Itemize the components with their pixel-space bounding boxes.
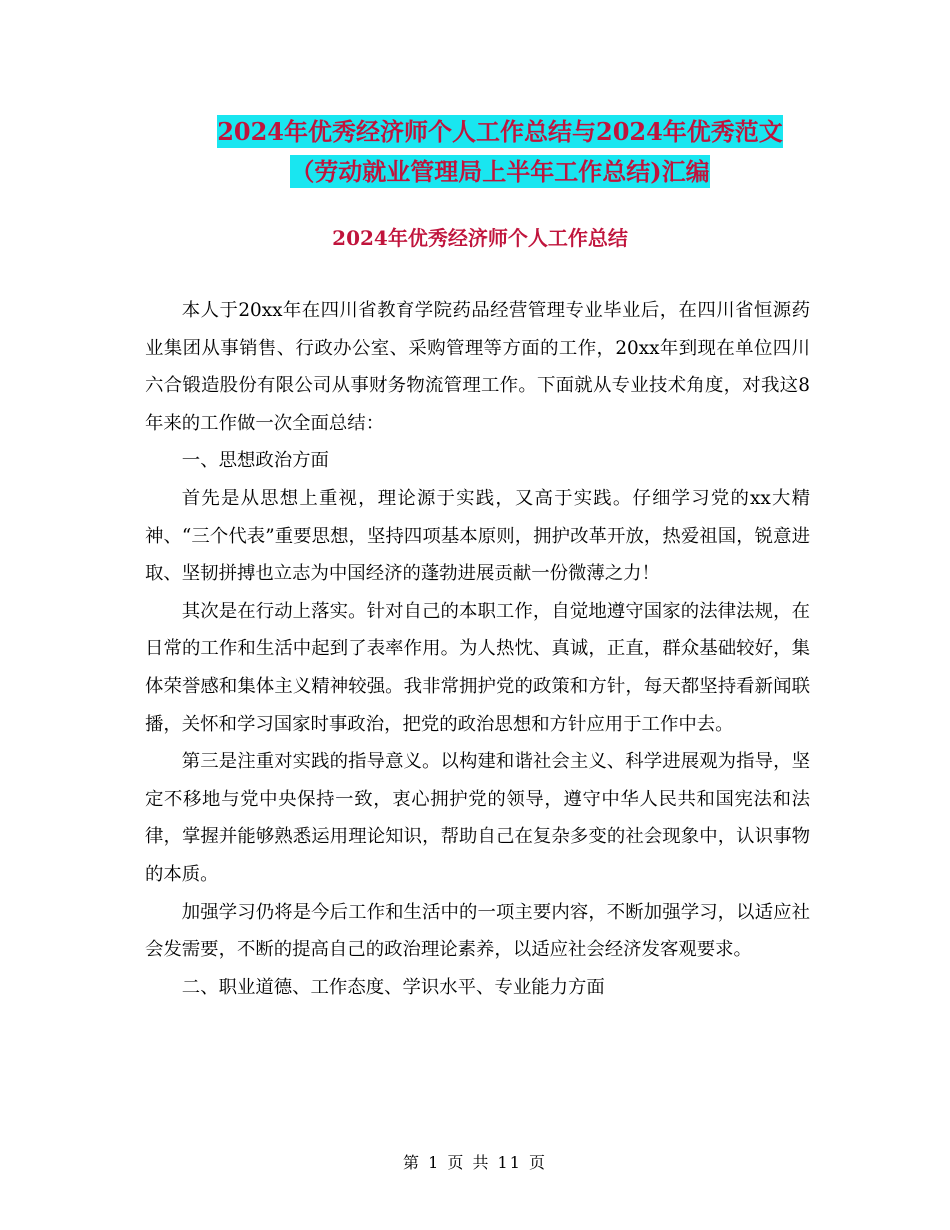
title-highlight: 2024年优秀经济师个人工作总结与2024年优秀范文 (217, 117, 783, 146)
document-title (140, 112, 860, 192)
heading-political-thought: 一、思想政治方面 (181, 450, 329, 472)
paragraph-practice-guidance: 第三是注重对实践的指导意义。以构建和谐社会主义、科学进展观为指导，坚定不移地与党中央保持一致，衷心拥护党的领导，遵守中华人民共和国宪法和法律，掌握并能够熟悉运用理论知识，帮助自己在复杂多变的社会现象中，认识事物的本质。 (145, 751, 810, 885)
title-highlight: （劳动就业管理局上半年工作总结)汇编 (290, 157, 710, 186)
paragraph-intro: 本人于20xx年在四川省教育学院药品经营管理专业毕业后，在四川省恒源药业集团从事销售、行政办公室、采购管理等方面的工作，20xx年到现在单位四川六合锻造股份有限公司从事财务物流管理工作。下面就从专业技术角度，对我这8年来的工作做一次全面总结： (145, 300, 810, 434)
document-title-line-2 (140, 152, 860, 192)
section-title: 2024年优秀经济师个人工作总结 (332, 226, 628, 250)
document-body (145, 292, 810, 1006)
paragraph-thought-importance: 首先是从思想上重视，理论源于实践，又高于实践。仔细学习党的xx大精神、“三个代表”重要思想，坚持四项基本原则，拥护改革开放，热爱祖国，锐意进取、坚韧拼搏也立志为中国经济的蓬勃进展贡献一份微薄之力！ (145, 487, 810, 585)
heading-professional-ethics: 二、职业道德、工作态度、学识水平、专业能力方面 (181, 976, 605, 998)
document-title-line-1 (140, 112, 860, 152)
paragraph-continued-learning: 加强学习仍将是今后工作和生活中的一项主要内容，不断加强学习，以适应社会发需要，不断的提高自己的政治理论素养，以适应社会经济发客观要求。 (145, 901, 810, 961)
page-number-footer: 第 1 页 共 11 页 (403, 1153, 547, 1172)
paragraph-action: 其次是在行动上落实。针对自己的本职工作，自觉地遵守国家的法律法规，在日常的工作和生活中起到了表率作用。为人热忱、真诚，正直，群众基础较好，集体荣誉感和集体主义精神较强。我非常拥护党的政策和方针，每天都坚持看新闻联播，关怀和学习国家时事政治，把党的政治思想和方针应用于工作中去。 (145, 600, 810, 735)
